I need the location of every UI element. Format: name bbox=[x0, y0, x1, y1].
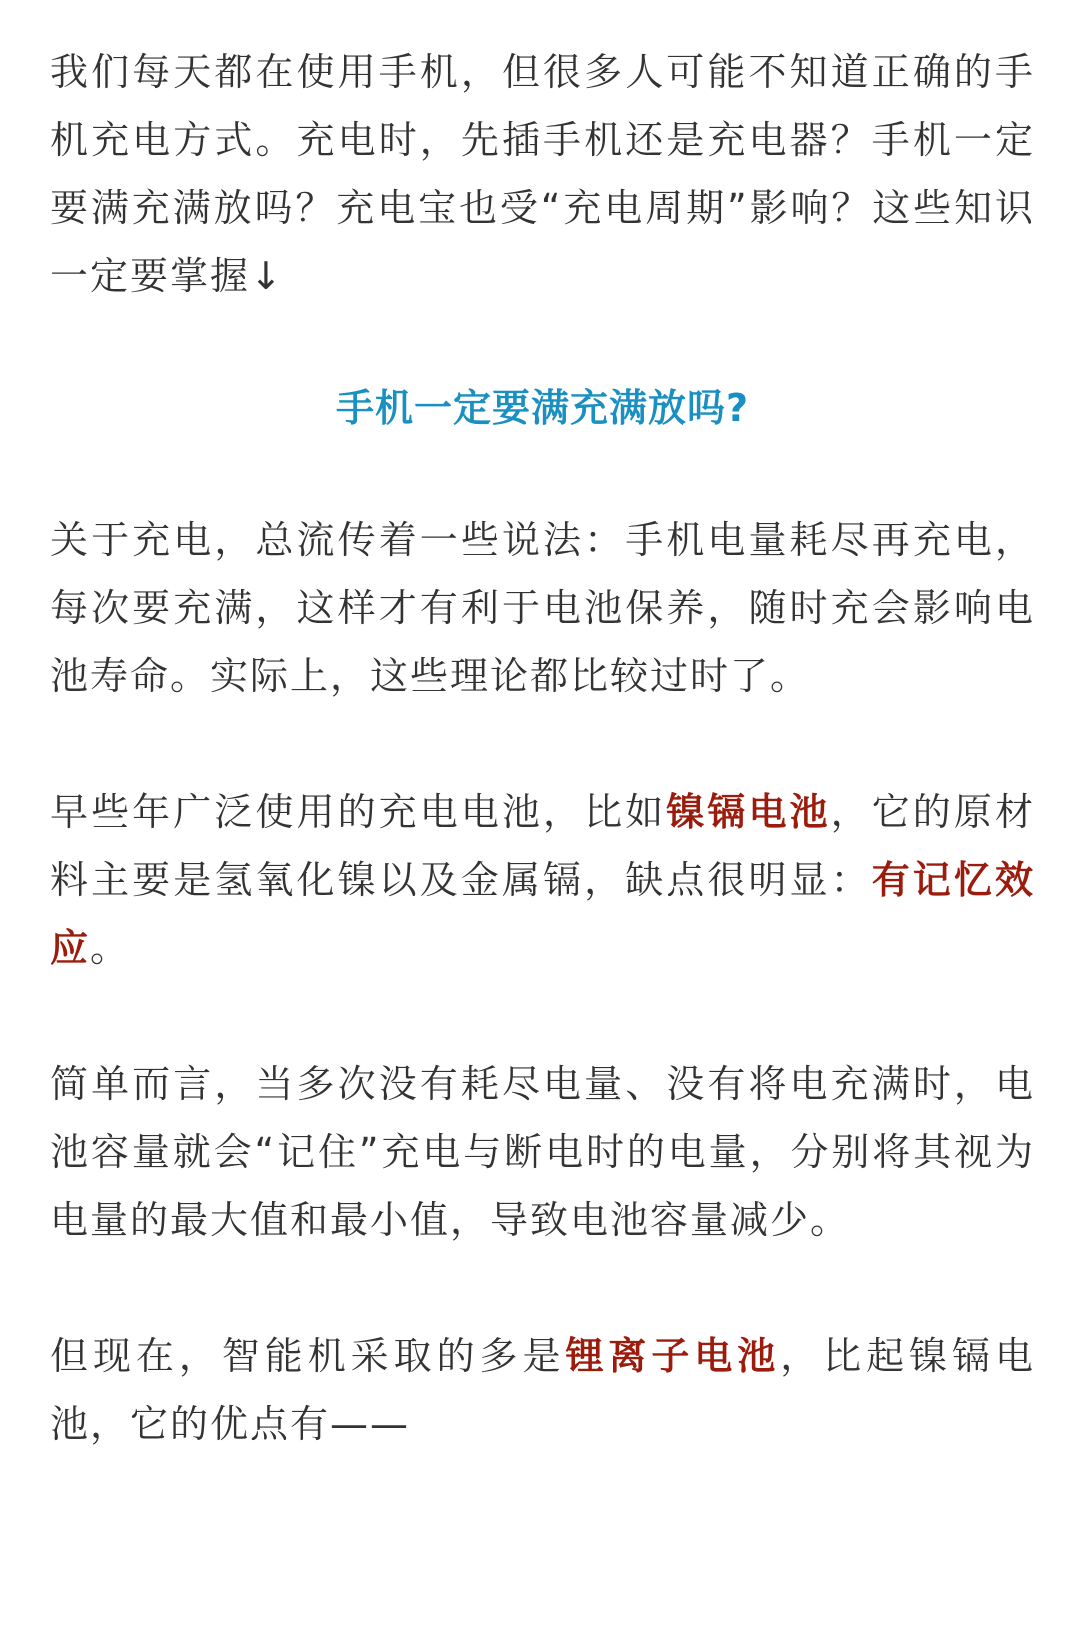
intro-paragraph bbox=[50, 38, 1035, 310]
paragraph-text-middle: ，它的原材料主要是氢氧化镍以及金属镉，缺点很明显： bbox=[50, 790, 1035, 902]
spacer bbox=[50, 310, 1035, 374]
intro-text: 我们每天都在使用手机，但很多人可能不知道正确的手机充电方式。充电时，先插手机还是充电器？手机一定要满充满放吗？充电宝也受“充电周期”影响？这些知识一定要掌握↓ bbox=[50, 50, 1035, 298]
paragraph-memory-explained bbox=[50, 1050, 1035, 1254]
paragraph-lithium-battery bbox=[50, 1322, 1035, 1458]
paragraph-text-before: 早些年广泛使用的充电电池，比如 bbox=[50, 790, 667, 834]
highlight-lithium-ion-battery: 锂离子电池 bbox=[565, 1334, 781, 1378]
paragraph-text: 关于充电，总流传着一些说法：手机电量耗尽再充电，每次要充满，这样才有利于电池保养，随时充会影响电池寿命。实际上，这些理论都比较过时了。 bbox=[50, 518, 1035, 698]
article-body bbox=[50, 38, 1035, 1458]
spacer bbox=[50, 442, 1035, 506]
paragraph-text-after: ，比起镍镉电池，它的优点有—— bbox=[50, 1334, 1035, 1446]
paragraph-text-before: 但现在，智能机采取的多是 bbox=[50, 1334, 566, 1378]
spacer bbox=[50, 982, 1035, 1050]
highlight-nicd-battery: 镍镉电池 bbox=[666, 790, 831, 834]
paragraph-charging-myths bbox=[50, 506, 1035, 710]
spacer bbox=[50, 1254, 1035, 1322]
paragraph-text: 简单而言，当多次没有耗尽电量、没有将电充满时，电池容量就会“记住”充电与断电时的电量，分别将其视为电量的最大值和最小值，导致电池容量减少。 bbox=[50, 1062, 1035, 1242]
paragraph-text-after: 。 bbox=[90, 926, 131, 970]
paragraph-nicd-battery bbox=[50, 778, 1035, 982]
spacer bbox=[50, 710, 1035, 778]
section-heading: 手机一定要满充满放吗? bbox=[335, 386, 750, 430]
highlight-memory-effect: 有记忆效应 bbox=[50, 858, 1035, 970]
